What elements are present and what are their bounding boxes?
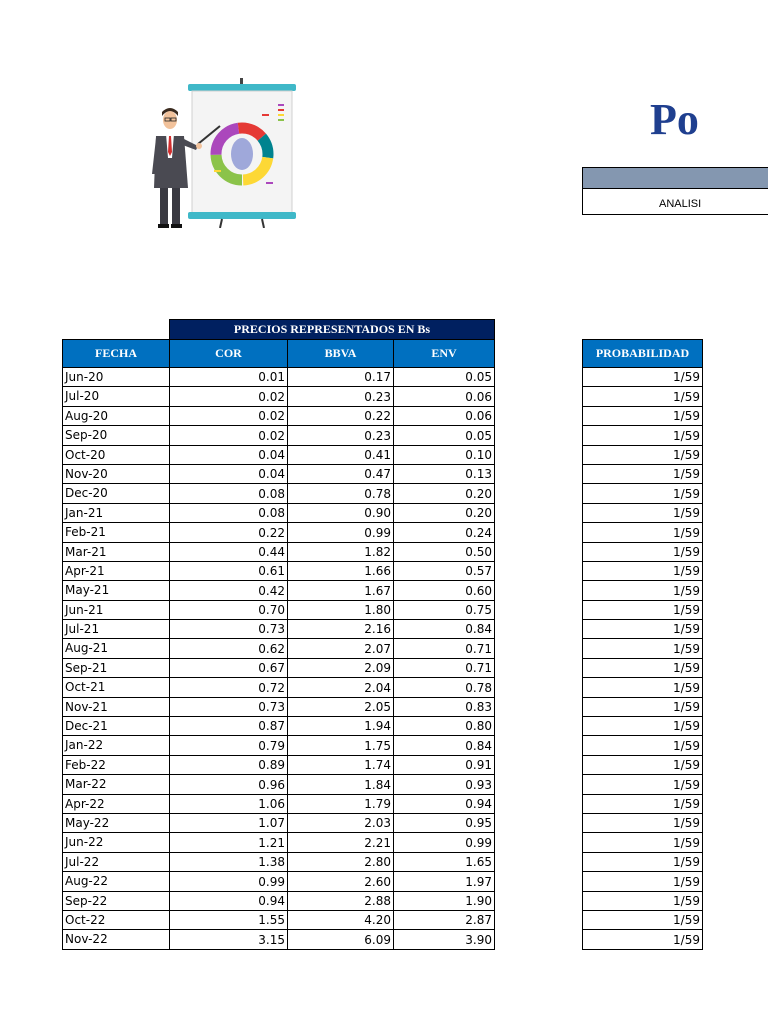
price-cell[interactable]: 0.23	[288, 426, 394, 445]
price-cell[interactable]: 3.90	[394, 930, 495, 949]
column-header-fecha: FECHA	[63, 340, 170, 368]
price-cell[interactable]: 3.15	[170, 930, 288, 949]
table-row	[63, 658, 495, 677]
price-cell[interactable]: 0.91	[394, 755, 495, 774]
price-cell[interactable]: 1.75	[288, 736, 394, 755]
price-cell[interactable]: 1.74	[288, 755, 394, 774]
probability-cell[interactable]: 1/59	[583, 833, 703, 852]
date-cell[interactable]: May-21	[63, 581, 170, 600]
table-row	[63, 930, 495, 949]
table-row	[583, 368, 703, 387]
probability-cell[interactable]: 1/59	[583, 930, 703, 949]
price-cell[interactable]: 1.21	[170, 833, 288, 852]
price-table-body	[63, 368, 495, 950]
price-cell[interactable]: 0.94	[394, 794, 495, 813]
table-row	[583, 464, 703, 483]
group-header-row	[63, 320, 495, 340]
table-row	[583, 523, 703, 542]
price-cell[interactable]: 1.90	[394, 891, 495, 910]
price-table	[62, 319, 495, 950]
table-row	[63, 600, 495, 619]
date-cell[interactable]: Dec-20	[63, 484, 170, 503]
price-cell[interactable]: 0.89	[170, 755, 288, 774]
price-cell[interactable]: 0.62	[170, 639, 288, 658]
table-row	[583, 406, 703, 425]
empty-header-cell	[63, 320, 170, 340]
table-row	[63, 639, 495, 658]
date-cell[interactable]: Jan-21	[63, 503, 170, 522]
price-cell[interactable]: 0.20	[394, 503, 495, 522]
price-cell[interactable]: 0.04	[170, 445, 288, 464]
subtitle-bar	[583, 168, 768, 188]
date-cell[interactable]: Apr-22	[63, 794, 170, 813]
table-row	[63, 833, 495, 852]
table-row	[583, 813, 703, 832]
probability-cell[interactable]: 1/59	[583, 891, 703, 910]
probability-cell[interactable]: 1/59	[583, 755, 703, 774]
date-cell[interactable]: Nov-22	[63, 930, 170, 949]
date-cell[interactable]: Oct-22	[63, 910, 170, 929]
price-cell[interactable]: 0.06	[394, 387, 495, 406]
price-cell[interactable]: 0.75	[394, 600, 495, 619]
date-cell[interactable]: Nov-20	[63, 464, 170, 483]
price-cell[interactable]: 0.83	[394, 697, 495, 716]
price-cell[interactable]: 1.07	[170, 813, 288, 832]
price-cell[interactable]: 0.78	[394, 678, 495, 697]
price-cell[interactable]: 0.95	[394, 813, 495, 832]
price-cell[interactable]: 0.72	[170, 678, 288, 697]
price-cell[interactable]: 0.02	[170, 426, 288, 445]
date-cell[interactable]: Jul-20	[63, 387, 170, 406]
price-cell[interactable]: 0.22	[170, 523, 288, 542]
price-cell[interactable]: 0.71	[394, 658, 495, 677]
price-cell[interactable]: 1.38	[170, 852, 288, 871]
date-cell[interactable]: Jun-21	[63, 600, 170, 619]
probability-cell[interactable]: 1/59	[583, 581, 703, 600]
price-cell[interactable]: 0.70	[170, 600, 288, 619]
table-row	[63, 368, 495, 387]
price-cell[interactable]: 0.71	[394, 639, 495, 658]
price-cell[interactable]: 1.80	[288, 600, 394, 619]
date-cell[interactable]: Jul-22	[63, 852, 170, 871]
table-row	[583, 794, 703, 813]
date-cell[interactable]: Feb-21	[63, 523, 170, 542]
price-cell[interactable]: 0.22	[288, 406, 394, 425]
price-cell[interactable]: 0.99	[170, 872, 288, 891]
table-row	[583, 484, 703, 503]
date-cell[interactable]: Dec-21	[63, 717, 170, 736]
price-cell[interactable]: 0.94	[170, 891, 288, 910]
date-cell[interactable]: Aug-22	[63, 872, 170, 891]
probability-cell[interactable]: 1/59	[583, 406, 703, 425]
table-row	[583, 387, 703, 406]
price-cell[interactable]: 2.04	[288, 678, 394, 697]
table-row	[583, 755, 703, 774]
probability-cell[interactable]: 1/59	[583, 600, 703, 619]
table-row	[583, 542, 703, 561]
price-cell[interactable]: 0.47	[288, 464, 394, 483]
price-cell[interactable]: 1.66	[288, 561, 394, 580]
probability-cell[interactable]: 1/59	[583, 852, 703, 871]
table-row	[63, 503, 495, 522]
price-cell[interactable]: 1.84	[288, 775, 394, 794]
table-row	[583, 581, 703, 600]
price-cell[interactable]: 0.99	[288, 523, 394, 542]
date-cell[interactable]: Jan-22	[63, 736, 170, 755]
table-row	[63, 910, 495, 929]
probability-cell[interactable]: 1/59	[583, 910, 703, 929]
date-cell[interactable]: Jul-21	[63, 620, 170, 639]
table-row	[63, 581, 495, 600]
group-header: PRECIOS REPRESENTADOS EN Bs	[170, 320, 495, 340]
table-row	[63, 813, 495, 832]
probability-cell[interactable]: 1/59	[583, 503, 703, 522]
price-cell[interactable]: 2.03	[288, 813, 394, 832]
price-cell[interactable]: 0.06	[394, 406, 495, 425]
price-cell[interactable]: 2.09	[288, 658, 394, 677]
date-cell[interactable]: Jun-22	[63, 833, 170, 852]
page-title: Po	[650, 95, 699, 144]
table-row	[583, 620, 703, 639]
price-cell[interactable]: 0.24	[394, 523, 495, 542]
date-cell[interactable]: Sep-21	[63, 658, 170, 677]
table-row	[63, 426, 495, 445]
table-row	[583, 736, 703, 755]
date-cell[interactable]: Oct-21	[63, 678, 170, 697]
table-row	[583, 930, 703, 949]
table-row	[583, 717, 703, 736]
date-cell[interactable]: Feb-22	[63, 755, 170, 774]
probability-table-body	[583, 368, 703, 950]
price-cell[interactable]: 0.84	[394, 736, 495, 755]
price-cell[interactable]: 2.80	[288, 852, 394, 871]
date-cell[interactable]: May-22	[63, 813, 170, 832]
probability-cell[interactable]: 1/59	[583, 445, 703, 464]
probability-header-row	[583, 340, 703, 368]
price-cell[interactable]: 1.67	[288, 581, 394, 600]
table-row	[583, 503, 703, 522]
column-header-row	[63, 340, 495, 368]
price-cell[interactable]: 1.06	[170, 794, 288, 813]
table-row	[63, 464, 495, 483]
price-cell[interactable]: 4.20	[288, 910, 394, 929]
price-cell[interactable]: 0.02	[170, 406, 288, 425]
table-row	[63, 678, 495, 697]
probability-cell[interactable]: 1/59	[583, 426, 703, 445]
table-row	[63, 736, 495, 755]
price-cell[interactable]: 1.55	[170, 910, 288, 929]
date-cell[interactable]: Nov-21	[63, 697, 170, 716]
price-cell[interactable]: 0.67	[170, 658, 288, 677]
probability-cell[interactable]: 1/59	[583, 872, 703, 891]
price-cell[interactable]: 0.17	[288, 368, 394, 387]
table-row	[63, 891, 495, 910]
probability-cell[interactable]: 1/59	[583, 736, 703, 755]
probability-cell[interactable]: 1/59	[583, 813, 703, 832]
price-cell[interactable]: 0.78	[288, 484, 394, 503]
date-cell[interactable]: Oct-20	[63, 445, 170, 464]
price-cell[interactable]: 0.80	[394, 717, 495, 736]
price-cell[interactable]: 0.08	[170, 503, 288, 522]
probability-cell[interactable]: 1/59	[583, 523, 703, 542]
price-cell[interactable]: 0.79	[170, 736, 288, 755]
column-header-probabilidad: PROBABILIDAD	[583, 340, 703, 368]
price-cell[interactable]: 1.82	[288, 542, 394, 561]
date-cell[interactable]: Aug-20	[63, 406, 170, 425]
table-row	[63, 387, 495, 406]
column-header-env: ENV	[394, 340, 495, 368]
probability-cell[interactable]: 1/59	[583, 717, 703, 736]
table-row	[63, 852, 495, 871]
price-cell[interactable]: 2.05	[288, 697, 394, 716]
table-row	[63, 717, 495, 736]
subtitle-bar-border	[582, 167, 768, 168]
price-cell[interactable]: 0.50	[394, 542, 495, 561]
table-row	[63, 542, 495, 561]
price-cell[interactable]: 2.16	[288, 620, 394, 639]
table-row	[63, 697, 495, 716]
table-row	[63, 406, 495, 425]
price-cell[interactable]: 1.79	[288, 794, 394, 813]
price-cell[interactable]: 0.73	[170, 697, 288, 716]
table-row	[583, 426, 703, 445]
subtitle-cell	[582, 188, 768, 215]
price-cell[interactable]: 0.41	[288, 445, 394, 464]
probability-cell[interactable]: 1/59	[583, 561, 703, 580]
presenter-with-chart-board-icon	[148, 78, 303, 228]
table-row	[583, 561, 703, 580]
table-row	[583, 697, 703, 716]
table-row	[583, 833, 703, 852]
price-cell[interactable]: 0.10	[394, 445, 495, 464]
column-header-cor: COR	[170, 340, 288, 368]
price-cell[interactable]: 1.65	[394, 852, 495, 871]
column-header-bbva: BBVA	[288, 340, 394, 368]
price-cell[interactable]: 0.42	[170, 581, 288, 600]
table-row	[583, 600, 703, 619]
price-cell[interactable]: 0.20	[394, 484, 495, 503]
date-cell[interactable]: Mar-21	[63, 542, 170, 561]
price-cell[interactable]: 0.04	[170, 464, 288, 483]
table-row	[583, 872, 703, 891]
table-row	[583, 658, 703, 677]
probability-cell[interactable]: 1/59	[583, 542, 703, 561]
price-cell[interactable]: 0.99	[394, 833, 495, 852]
table-row	[63, 620, 495, 639]
table-row	[583, 852, 703, 871]
probability-cell[interactable]: 1/59	[583, 639, 703, 658]
price-cell[interactable]: 0.05	[394, 426, 495, 445]
probability-cell[interactable]: 1/59	[583, 658, 703, 677]
probability-cell[interactable]: 1/59	[583, 794, 703, 813]
table-row	[583, 891, 703, 910]
probability-cell[interactable]: 1/59	[583, 697, 703, 716]
price-cell[interactable]: 0.93	[394, 775, 495, 794]
date-cell[interactable]: Jun-20	[63, 368, 170, 387]
price-cell[interactable]: 0.96	[170, 775, 288, 794]
table-row	[63, 775, 495, 794]
table-row	[63, 484, 495, 503]
table-row	[583, 678, 703, 697]
price-cell[interactable]: 0.05	[394, 368, 495, 387]
price-cell[interactable]: 1.97	[394, 872, 495, 891]
price-cell[interactable]: 2.07	[288, 639, 394, 658]
date-cell[interactable]: Sep-20	[63, 426, 170, 445]
price-cell[interactable]: 0.73	[170, 620, 288, 639]
price-cell[interactable]: 0.08	[170, 484, 288, 503]
probability-cell[interactable]: 1/59	[583, 464, 703, 483]
price-cell[interactable]: 6.09	[288, 930, 394, 949]
table-row	[63, 561, 495, 580]
date-cell[interactable]: Sep-22	[63, 891, 170, 910]
probability-cell[interactable]: 1/59	[583, 387, 703, 406]
probability-cell[interactable]: 1/59	[583, 678, 703, 697]
table-row	[583, 775, 703, 794]
price-cell[interactable]: 0.13	[394, 464, 495, 483]
probability-cell[interactable]: 1/59	[583, 620, 703, 639]
table-row	[63, 523, 495, 542]
table-row	[63, 445, 495, 464]
price-cell[interactable]: 0.23	[288, 387, 394, 406]
table-row	[63, 794, 495, 813]
price-cell[interactable]: 0.02	[170, 387, 288, 406]
price-cell[interactable]: 0.90	[288, 503, 394, 522]
price-cell[interactable]: 0.57	[394, 561, 495, 580]
table-row	[583, 639, 703, 658]
date-cell[interactable]: Mar-22	[63, 775, 170, 794]
price-cell[interactable]: 1.94	[288, 717, 394, 736]
date-cell[interactable]: Apr-21	[63, 561, 170, 580]
price-cell[interactable]: 0.60	[394, 581, 495, 600]
price-cell[interactable]: 0.61	[170, 561, 288, 580]
price-cell[interactable]: 2.87	[394, 910, 495, 929]
price-cell[interactable]: 0.84	[394, 620, 495, 639]
probability-table	[582, 339, 703, 950]
date-cell[interactable]: Aug-21	[63, 639, 170, 658]
price-cell[interactable]: 0.87	[170, 717, 288, 736]
probability-cell[interactable]: 1/59	[583, 775, 703, 794]
table-row	[63, 755, 495, 774]
table-row	[583, 910, 703, 929]
probability-cell[interactable]: 1/59	[583, 368, 703, 387]
price-cell[interactable]: 2.88	[288, 891, 394, 910]
table-row	[583, 445, 703, 464]
probability-cell[interactable]: 1/59	[583, 484, 703, 503]
price-cell[interactable]: 2.60	[288, 872, 394, 891]
price-cell[interactable]: 0.44	[170, 542, 288, 561]
price-cell[interactable]: 2.21	[288, 833, 394, 852]
table-row	[63, 872, 495, 891]
price-cell[interactable]: 0.01	[170, 368, 288, 387]
subtitle-text: ANALISI	[659, 198, 702, 210]
